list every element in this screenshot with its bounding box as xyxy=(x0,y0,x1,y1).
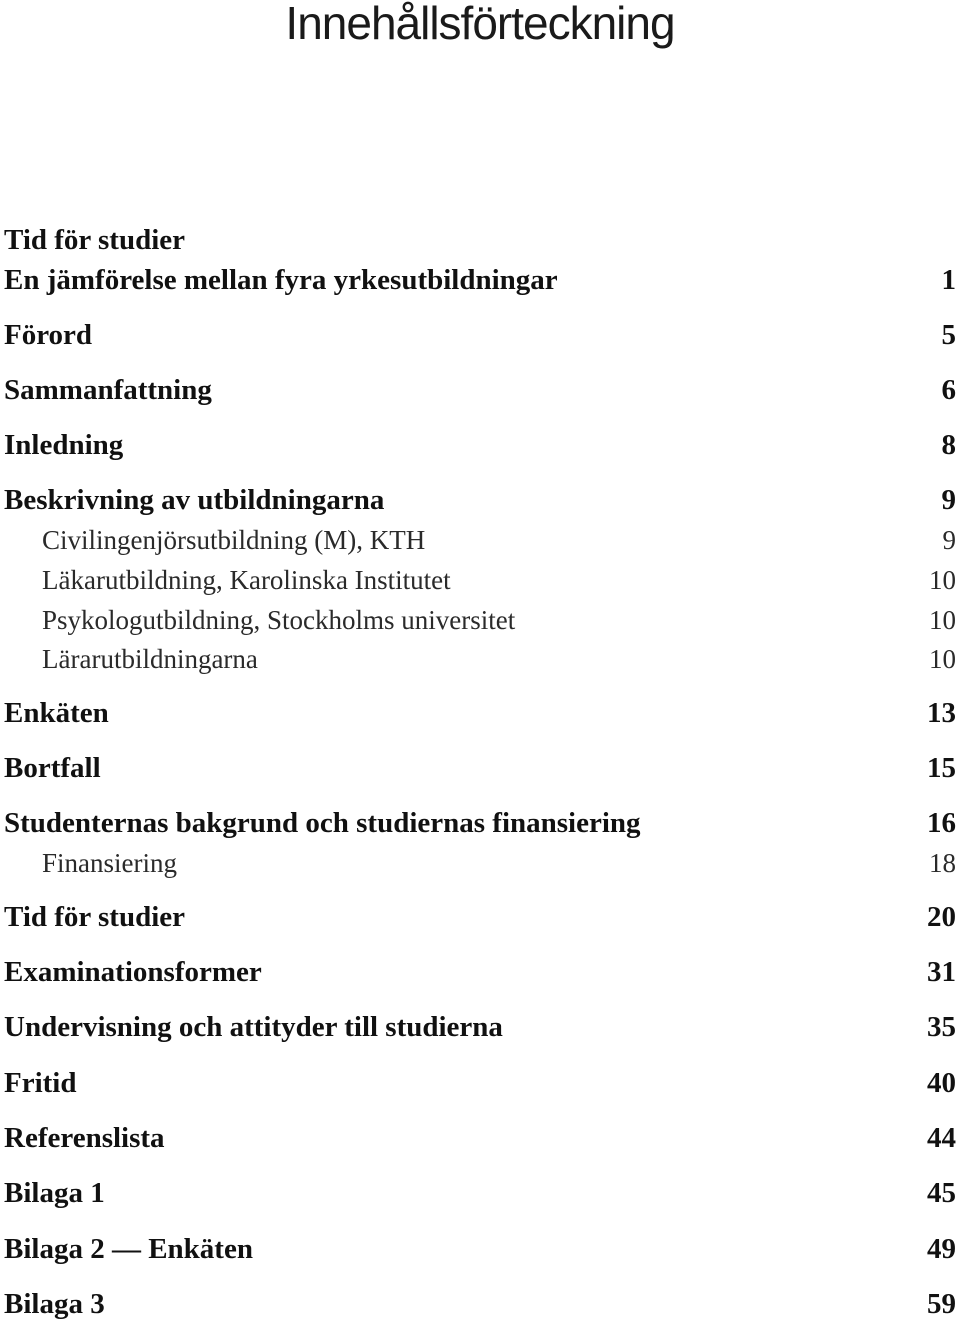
toc-entry-page: 31 xyxy=(927,956,956,988)
toc-entry-label: Lärarutbildningarna xyxy=(42,644,258,674)
toc-entry-forord[interactable] xyxy=(4,317,956,353)
toc-entry-subtitle[interactable] xyxy=(4,262,956,298)
toc-entry-label: Tid för studier xyxy=(4,224,186,256)
toc-entry-label: Fritid xyxy=(4,1067,77,1099)
toc-entry-label: Tid för studier xyxy=(4,901,186,933)
toc-entry-page: 35 xyxy=(927,1011,956,1043)
toc-subentry-psykologutbildning[interactable] xyxy=(4,603,956,637)
toc-entry-page: 59 xyxy=(927,1288,956,1320)
toc-entry-page: 10 xyxy=(929,605,956,635)
toc-entry-page: 16 xyxy=(927,807,956,839)
toc-entry-bilaga-1[interactable] xyxy=(4,1175,956,1211)
toc-entry-label: Bortfall xyxy=(4,752,101,784)
toc-subentry-civilingenjor[interactable] xyxy=(4,523,956,557)
toc-entry-label: Bilaga 2 — Enkäten xyxy=(4,1233,253,1265)
toc-entry-inledning[interactable] xyxy=(4,427,956,463)
toc-entry-page: 5 xyxy=(941,319,956,351)
toc-entry-page: 9 xyxy=(942,525,956,555)
toc-entry-referenslista[interactable] xyxy=(4,1120,956,1156)
toc-subentry-lakarutbildning[interactable] xyxy=(4,563,956,597)
toc-entry-page: 13 xyxy=(927,697,956,729)
toc-entry-bortfall[interactable] xyxy=(4,750,956,786)
toc-entry-label: Beskrivning av utbildningarna xyxy=(4,484,385,516)
toc-entry-page: 45 xyxy=(927,1177,956,1209)
toc-entry-page: 49 xyxy=(927,1233,956,1265)
toc-entry-label: Bilaga 3 xyxy=(4,1288,105,1320)
toc-entry-page: 40 xyxy=(927,1067,956,1099)
toc-entry-label: Inledning xyxy=(4,429,124,461)
toc-entry-undervisning[interactable] xyxy=(4,1009,956,1045)
toc-entry-enkaten[interactable] xyxy=(4,695,956,731)
toc-entry-page: 1 xyxy=(941,264,956,296)
toc-entry-sammanfattning[interactable] xyxy=(4,372,956,408)
toc-entry-bilaga-2[interactable] xyxy=(4,1231,956,1267)
toc-entry-fritid[interactable] xyxy=(4,1065,956,1101)
toc-entry-label: Finansiering xyxy=(42,848,177,878)
toc-entry-page: 6 xyxy=(941,374,956,406)
toc-entry-label: Undervisning och attityder till studierna xyxy=(4,1011,503,1043)
toc-subentry-lararutbildningarna[interactable] xyxy=(4,642,956,676)
toc-entry-label: Förord xyxy=(4,319,93,351)
toc-entry-page: 15 xyxy=(927,752,956,784)
toc-entry-studenternas-bakgrund[interactable] xyxy=(4,805,956,841)
toc-entry-label: En jämförelse mellan fyra yrkesutbildningar xyxy=(4,264,558,296)
toc-entry-bilaga-3[interactable] xyxy=(4,1286,956,1322)
page-title: Innehållsförteckning xyxy=(285,0,675,49)
toc-entry-examinationsformer[interactable] xyxy=(4,954,956,990)
toc-entry-page: 9 xyxy=(941,484,956,516)
toc-entry-page: 10 xyxy=(929,644,956,674)
toc-entry-label: Bilaga 1 xyxy=(4,1177,105,1209)
toc-entry-label: Enkäten xyxy=(4,697,109,729)
toc-entry-label: Examinationsformer xyxy=(4,956,262,988)
toc-entry-label: Studenternas bakgrund och studiernas finansiering xyxy=(4,807,641,839)
toc-entry-label: Läkarutbildning, Karolinska Institutet xyxy=(42,565,451,595)
toc-entry-page: 44 xyxy=(927,1122,956,1154)
toc-subentry-finansiering[interactable] xyxy=(4,846,956,880)
toc-entry-page: 18 xyxy=(929,848,956,878)
toc-entry-label: Sammanfattning xyxy=(4,374,212,406)
toc-entry-tid-for-studier-heading[interactable] xyxy=(4,222,956,258)
toc-entry-label: Referenslista xyxy=(4,1122,165,1154)
toc-entry-page: 8 xyxy=(941,429,956,461)
toc-entry-label: Civilingenjörsutbildning (M), KTH xyxy=(42,525,426,555)
toc-entry-page: 10 xyxy=(929,565,956,595)
toc-entry-beskrivning[interactable] xyxy=(4,482,956,518)
toc-entry-page: 20 xyxy=(927,901,956,933)
toc-entry-tid-for-studier[interactable] xyxy=(4,899,956,935)
toc-entry-label: Psykologutbildning, Stockholms universitet xyxy=(42,605,516,635)
